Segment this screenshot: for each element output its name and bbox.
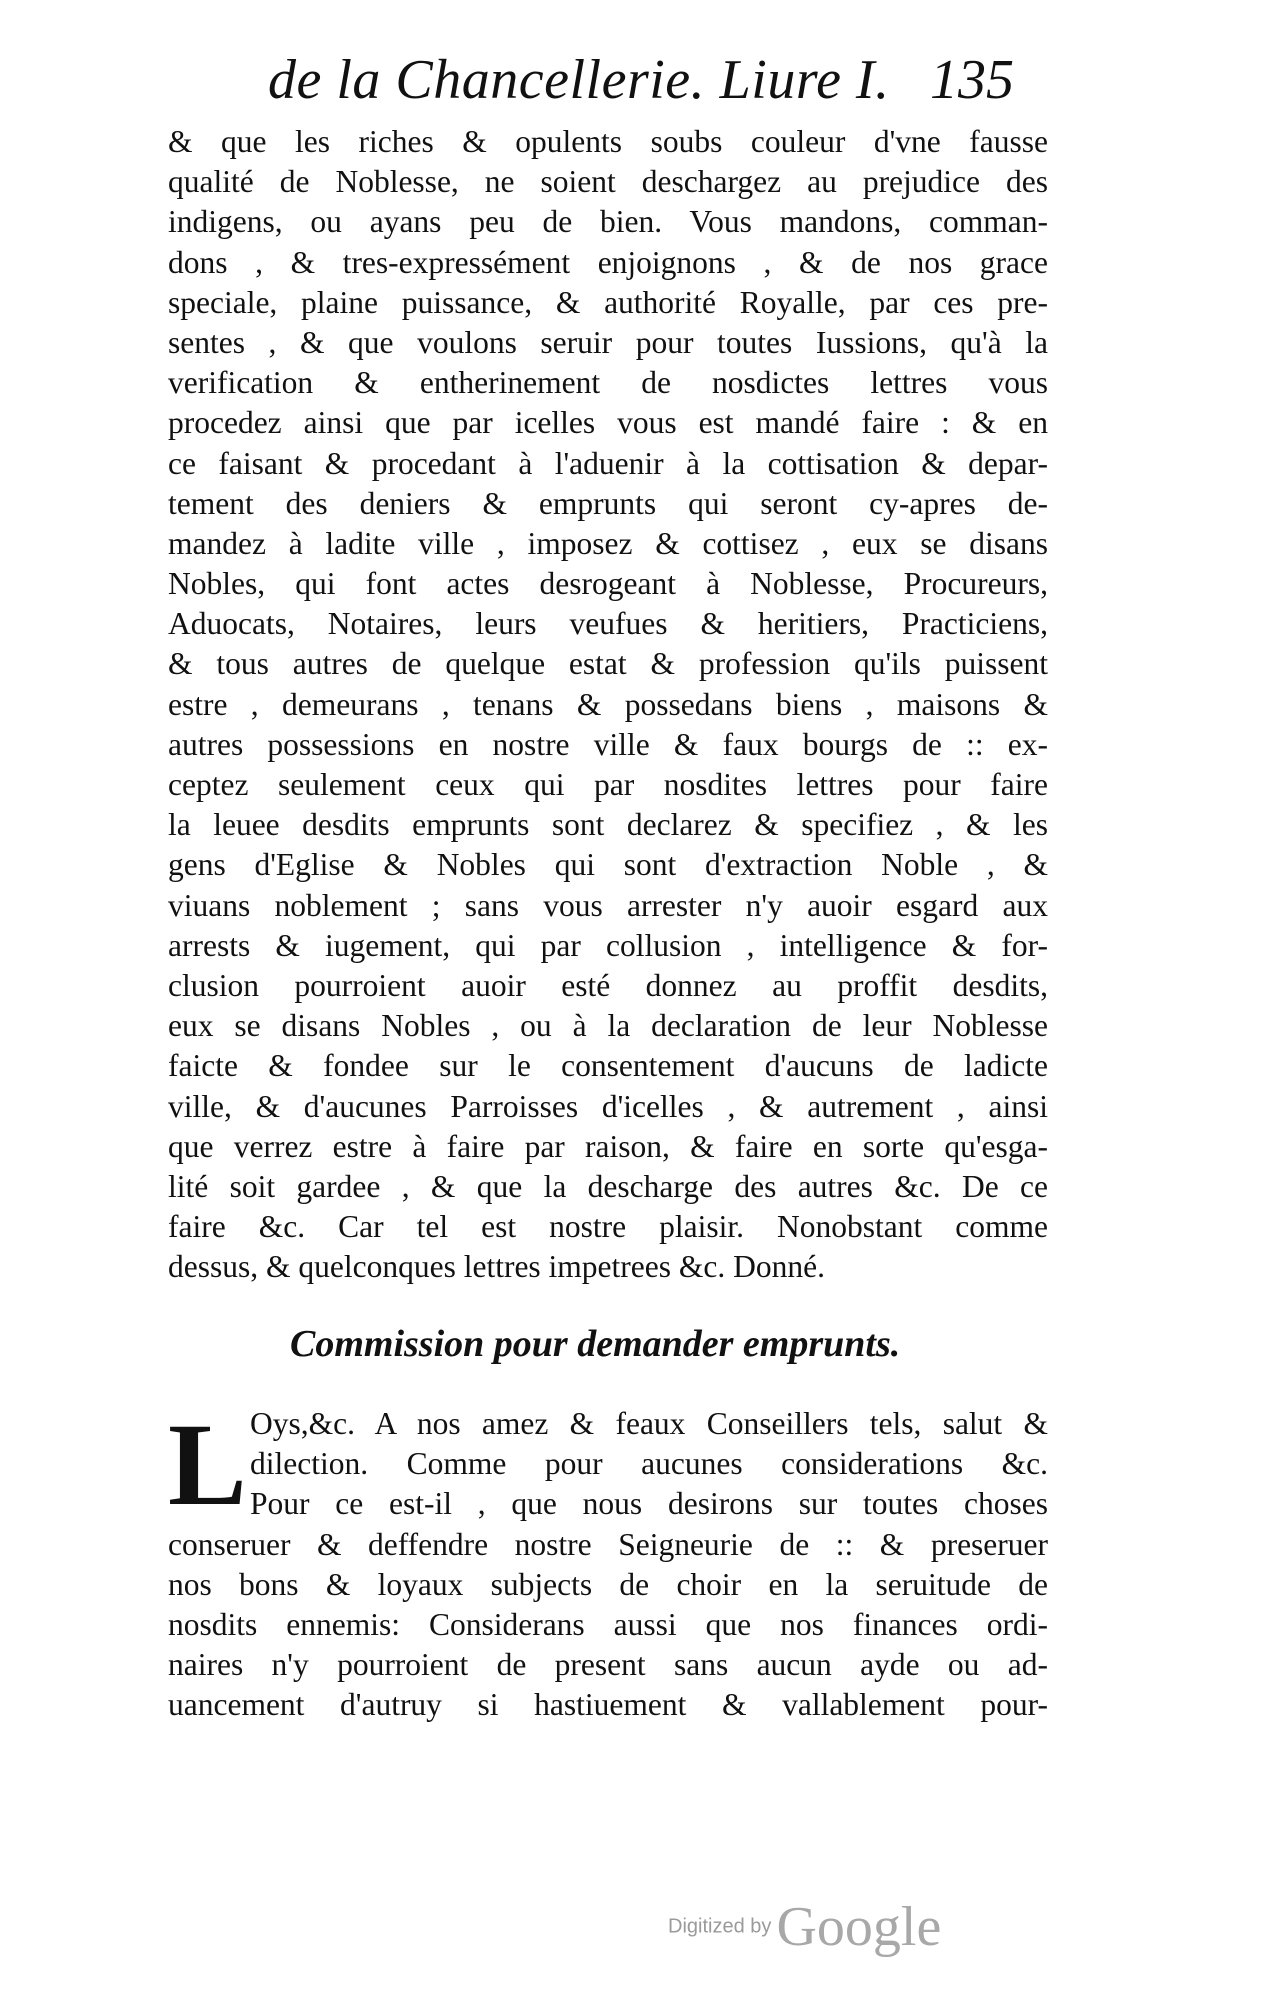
running-head: de la Chancellerie. Liure I. (268, 49, 890, 111)
digitized-by-google-watermark (668, 1895, 941, 1959)
text-line: dilection. Comme pour aucunes considerations &c. (250, 1446, 1048, 1482)
text-line: qualité de Noblesse, ne soient deschargez au prejudice des (168, 164, 1048, 200)
drop-cap: L (168, 1399, 247, 1530)
text-line: eux se disans Nobles , ou à la declaration de leur Noblesse (168, 1008, 1048, 1044)
text-line: nos bons & loyaux subjects de choir en la seruitude de (168, 1566, 1048, 1602)
text-line: sentes , & que voulons seruir pour toutes Iussions, qu'à la (168, 324, 1048, 360)
text-line: la leuee desdits emprunts sont declarez & specifiez , & les (168, 807, 1048, 843)
text-line: faicte & fondee sur le consentement d'aucuns de ladicte (168, 1048, 1048, 1084)
text-line: Nobles, qui font actes desrogeant à Noblesse, Procureurs, (168, 566, 1048, 602)
page-number: 135 (930, 49, 1014, 111)
section-heading: Commission pour demander emprunts. (290, 1323, 901, 1365)
text-line: gens d'Eglise & Nobles qui sont d'extraction Noble , & (168, 847, 1048, 883)
text-line: Pour ce est-il , que nous desirons sur toutes choses (250, 1486, 1048, 1522)
text-line: Oys,&c. A nos amez & feaux Conseillers tels, salut & (250, 1406, 1048, 1441)
text-line: Aduocats, Notaires, leurs veufues & heritiers, Practiciens, (168, 606, 1048, 642)
google-logo: Google (776, 1896, 942, 1958)
text-line: uancement d'autruy si hastiuement & vallablement pour- (168, 1687, 1048, 1723)
text-line: dons , & tres-expressément enjoignons , & de nos grace (168, 244, 1048, 280)
body-text-block (168, 122, 1048, 1287)
text-line: conseruer & deffendre nostre Seigneurie de :: & preseruer (168, 1526, 1048, 1562)
text-line: naires n'y pourroient de present sans aucun ayde ou ad- (168, 1647, 1048, 1683)
text-line: nosdits ennemis: Considerans aussi que nos finances ordi- (168, 1606, 1048, 1642)
text-line: ceptez seulement ceux qui par nosdites lettres pour faire (168, 767, 1048, 802)
text-line: clusion pourroient auoir esté donnez au proffit desdits, (168, 967, 1048, 1003)
text-line: faire &c. Car tel est nostre plaisir. Nonobstant comme (168, 1209, 1048, 1245)
text-line: ce faisant & procedant à l'aduenir à la cottisation & depar- (168, 445, 1048, 481)
text-line: arrests & iugement, qui par collusion , intelligence & for- (168, 927, 1048, 963)
text-line: viuans noblement ; sans vous arrester n'y auoir esgard aux (168, 887, 1048, 923)
text-line: tement des deniers & emprunts qui seront cy-apres de- (168, 485, 1048, 521)
text-line: dessus, & quelconques lettres impetrees &c. Donné. (168, 1249, 825, 1285)
text-line: autres possessions en nostre ville & faux bourgs de :: ex- (168, 726, 1048, 762)
text-line: estre , demeurans , tenans & possedans biens , maisons & (168, 686, 1048, 722)
text-line: verification & entherinement de nosdictes lettres vous (168, 365, 1048, 401)
text-line: & que les riches & opulents soubs couleur d'vne fausse (168, 124, 1048, 159)
text-line: que verrez estre à faire par raison, & faire en sorte qu'esga- (168, 1128, 1048, 1164)
text-line: speciale, plaine puissance, & authorité Royalle, par ces pre- (168, 284, 1048, 320)
section-text-block (168, 1399, 1048, 1726)
watermark-prefix: Digitized by (668, 1915, 772, 1938)
text-line: lité soit gardee , & que la descharge des autres &c. De ce (168, 1168, 1048, 1204)
text-line: procedez ainsi que par icelles vous est mandé faire : & en (168, 405, 1048, 441)
text-line: & tous autres de quelque estat & profession qu'ils puissent (168, 646, 1048, 682)
text-line: ville, & d'aucunes Parroisses d'icelles , & autrement , ainsi (168, 1088, 1048, 1124)
text-line: mandez à ladite ville , imposez & cottisez , eux se disans (168, 525, 1048, 561)
text-line: indigens, ou ayans peu de bien. Vous mandons, comman- (168, 204, 1048, 240)
